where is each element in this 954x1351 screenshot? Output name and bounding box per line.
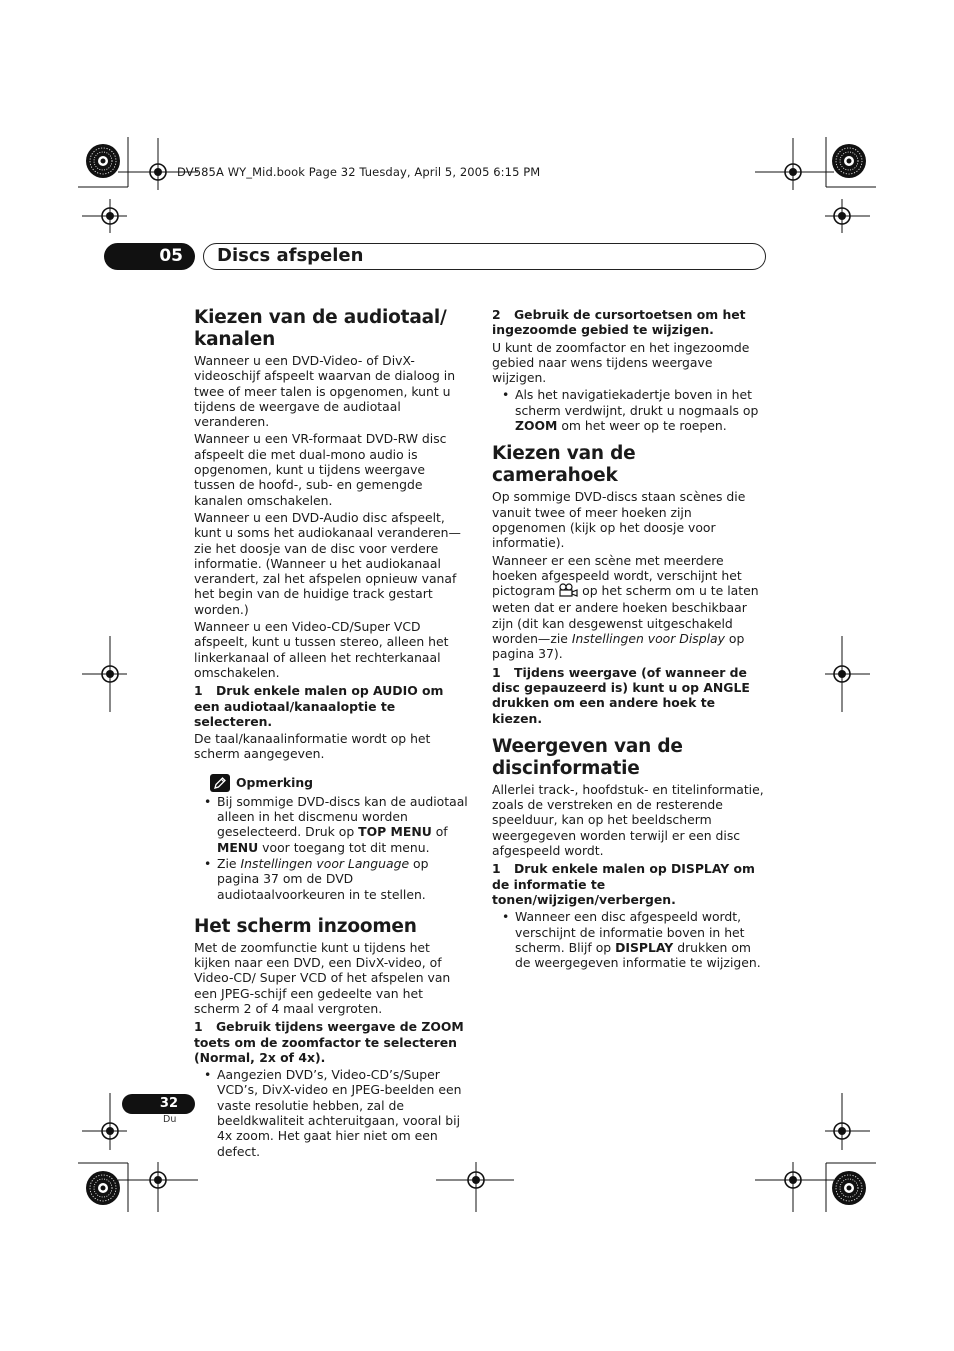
text: Bij sommige DVD-discs kan de audiotaal alleen in het discmenu worden geselecteerd. Druk op xyxy=(217,793,468,840)
bullet-list xyxy=(492,387,767,433)
paragraph: Wanneer u een DVD-Video- of DivX-videoschijf afspeelt waarvan de dialoog in twee of meer talen is opgenomen, kunt u tijdens de weergave de audiotaal veranderen. xyxy=(194,353,456,430)
bullet-list xyxy=(492,909,767,970)
note-title: Opmerking xyxy=(236,775,314,791)
paragraph xyxy=(492,553,767,662)
paragraph: Op sommige DVD-discs staan scènes die vanuit twee of meer hoeken zijn opgenomen (kijk op het doosje voor informatie). xyxy=(492,489,746,551)
text: om het weer op te roepen. xyxy=(557,418,727,434)
chapter-number-badge: 05 xyxy=(104,243,195,270)
text: Wanneer een disc afgespeeld wordt, verschijnt de informatie boven in het scherm. Blijf op xyxy=(515,909,745,955)
step-number: 1 xyxy=(492,664,501,680)
star-target-icon xyxy=(86,144,120,178)
step-instruction xyxy=(194,683,469,729)
list-item xyxy=(194,856,469,902)
camera-angle-icon xyxy=(558,583,578,600)
step-text: Tijdens weergave (of wanneer de disc gepauzeerd is) kunt u op ANGLE drukken om een andere hoek te kiezen. xyxy=(492,664,750,726)
keyword: MENU xyxy=(217,839,259,855)
keyword: ZOOM xyxy=(515,418,558,434)
page-language-code: Du xyxy=(163,1114,177,1125)
step-text: Gebruik de cursortoetsen om het ingezoomde gebied te wijzigen. xyxy=(492,307,746,338)
paragraph: Allerlei track-, hoofdstuk- en titelinformatie, zoals de verstreken en de resterende speelduur, kan op het beeldscherm weergegeven worden terwijl er een disc afgespeeld wordt. xyxy=(492,781,764,859)
star-target-icon xyxy=(832,1171,866,1205)
step-instruction xyxy=(492,665,767,726)
star-target-icon xyxy=(86,1171,120,1205)
step-number: 1 xyxy=(194,683,203,699)
step-number: 2 xyxy=(492,307,501,322)
pencil-note-icon xyxy=(210,774,230,792)
text: op pagina 37 om de DVD audiotaalvoorkeuren in te stellen. xyxy=(217,855,429,902)
step-number: 1 xyxy=(492,861,501,877)
bullet-list xyxy=(194,1067,469,1159)
section-heading-display: Weergeven van de discinformatie xyxy=(492,735,683,779)
step-instruction xyxy=(492,861,767,907)
step-description: U kunt de zoomfactor en het ingezoomde gebied naar wens tijdens weergave wijzigen. xyxy=(492,339,750,386)
text: Wanneer er een scène met meerdere hoeken afgespeeld wordt, verschijnt het pictogram xyxy=(492,552,742,599)
star-target-icon xyxy=(832,144,866,178)
text: op pagina 37). xyxy=(492,631,745,662)
paragraph: Wanneer u een VR-formaat DVD-RW disc afspeelt die met dual-mono audio is opgenomen, kunt u tijdens weergave tussen de hoofd-, sub- en gemengde kanalen omschakelen. xyxy=(194,431,447,508)
text: op het scherm om u te laten weten dat er andere hoeken beschikbaar zijn (dit kan desgewenst uitgeschakeld worden—zie xyxy=(492,583,759,647)
note-list xyxy=(194,794,469,902)
step-text: Druk enkele malen op DISPLAY om de informatie te tonen/wijzigen/verbergen. xyxy=(492,861,755,907)
right-column xyxy=(492,307,767,972)
step-instruction xyxy=(194,1019,469,1065)
note-header xyxy=(210,774,469,792)
step-instruction xyxy=(492,307,767,338)
step-text: Druk enkele malen op AUDIO om een audiotaal/kanaaloptie te selecteren. xyxy=(194,683,444,729)
text: voor toegang tot dit menu. xyxy=(258,839,430,855)
text: of xyxy=(431,824,448,840)
print-header-info: DV585A WY_Mid.book Page 32 Tuesday, April 5, 2005 6:15 PM xyxy=(177,165,541,179)
paragraph: Wanneer u een DVD-Audio disc afspeelt, kunt u soms het audiokanaal veranderen—zie het doosje van de disc voor verdere informatie. (Wanneer u het audiokanaal verandert, zal het afspelen opnieuw vanaf het begin van de huidige track gestart worden.) xyxy=(194,509,461,617)
text: Als het navigatiekadertje boven in het scherm verdwijnt, drukt u nogmaals op xyxy=(515,387,759,418)
text: drukken om de weergegeven informatie te wijzigen. xyxy=(515,939,761,971)
page-number-badge: 32 xyxy=(122,1094,195,1114)
list-item xyxy=(492,387,767,433)
keyword: TOP MENU xyxy=(358,824,432,840)
step-number: 1 xyxy=(194,1019,203,1035)
step-text: Gebruik tijdens weergave de ZOOM toets om de zoomfactor te selecteren (Normal, 2x of 4x). xyxy=(194,1019,464,1065)
chapter-title: Discs afspelen xyxy=(217,245,364,266)
keyword: DISPLAY xyxy=(615,939,674,955)
cross-reference: Instellingen voor Display xyxy=(571,631,725,647)
cross-reference: Instellingen voor Language xyxy=(240,855,410,871)
list-item xyxy=(194,794,469,855)
list-item: • Aangezien DVD’s, Video-CD’s/Super VCD’s, DivX-video en JPEG-beelden een vaste resolutie hebben, zal de beeldkwaliteit achteruitgaan, vooral bij 4x zoom. Het gaat hier niet om een defect. xyxy=(194,1067,469,1159)
paragraph: Met de zoomfunctie kunt u tijdens het kijken naar een DVD, een DivX-video, of Video-CD/ Super VCD of het afspelen van een JPEG-schijf een gedeelte van het scherm 2 of 4 maal vergroten. xyxy=(194,939,451,1016)
section-heading-camera: Kiezen van de camerahoek xyxy=(492,443,636,487)
list-item xyxy=(492,909,767,970)
paragraph: Wanneer u een Video-CD/Super VCD afspeelt, kunt u tussen stereo, alleen het linkerkanaal of alleen het rechterkanaal omschakelen. xyxy=(194,619,449,680)
left-column xyxy=(194,307,469,1161)
section-heading-audio: Kiezen van de audiotaal/ kanalen xyxy=(194,307,447,350)
section-heading-zoom: Het scherm inzoomen xyxy=(194,915,417,937)
text: Zie xyxy=(217,855,241,871)
step-description: De taal/kanaalinformatie wordt op het scherm aangegeven. xyxy=(194,731,431,762)
